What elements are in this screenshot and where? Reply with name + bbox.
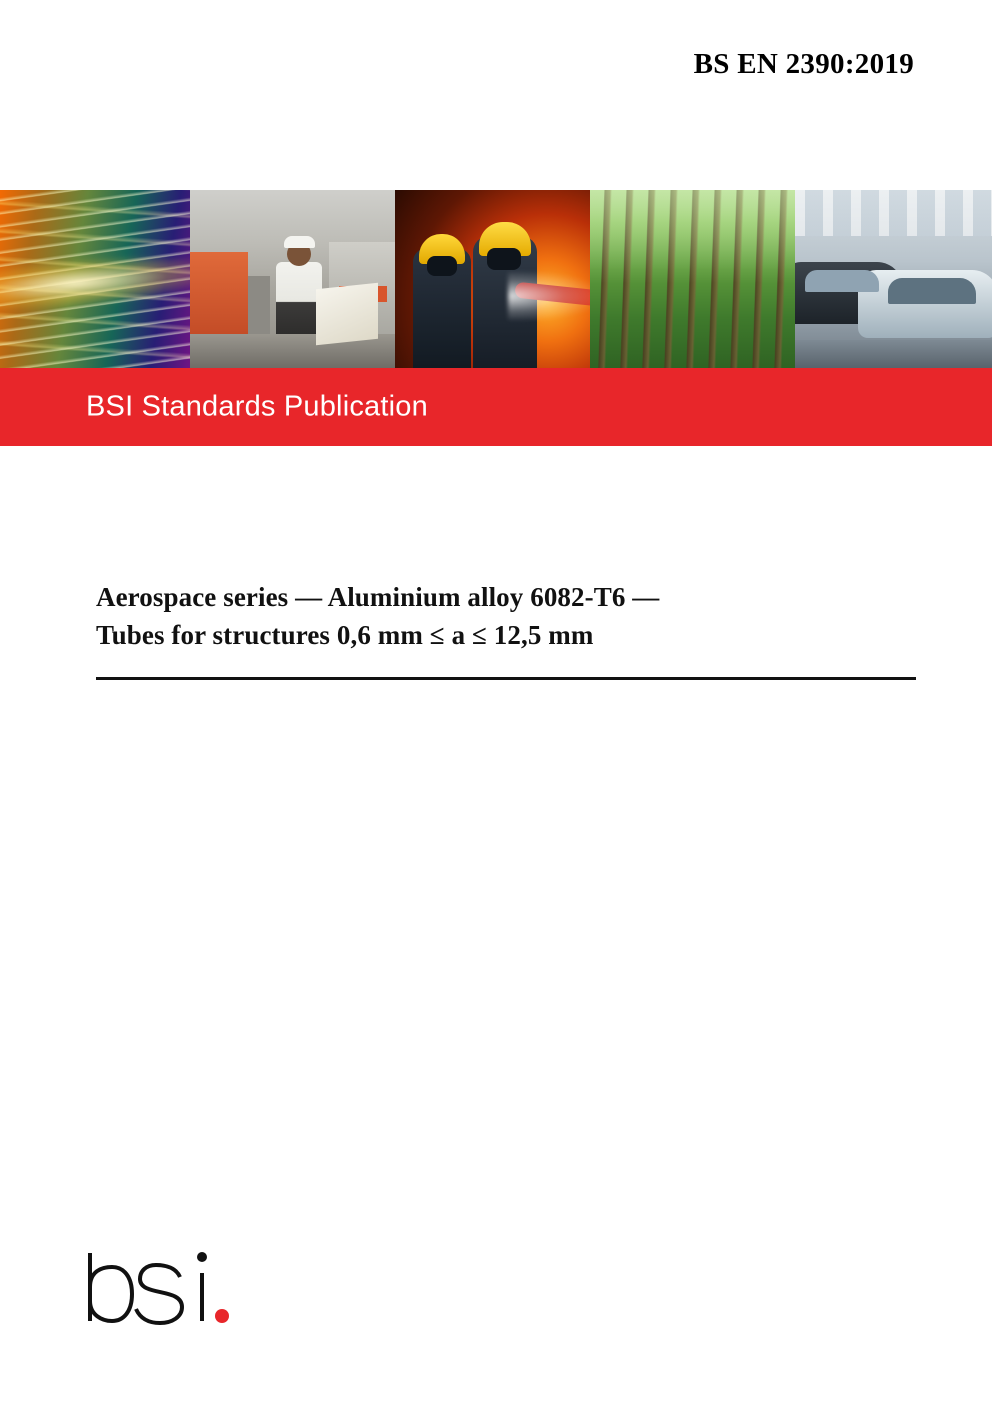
standard-number: BS EN 2390:2019 — [693, 48, 914, 80]
title-block — [96, 578, 916, 680]
warehouse-worker-photo — [190, 190, 395, 368]
bsi-logo — [84, 1249, 234, 1341]
firefighters-photo — [395, 190, 590, 368]
title-divider — [96, 677, 916, 680]
page-title-line-1: Aerospace series — Aluminium alloy 6082-T6 — — [96, 582, 660, 612]
cover-photo-band — [0, 190, 992, 368]
light-trails-photo — [0, 190, 190, 368]
standards-publication-banner — [0, 368, 992, 446]
banner-label: BSI Standards Publication — [86, 390, 428, 423]
forest-photo — [590, 190, 795, 368]
page-title-line-2: Tubes for structures 0,6 mm ≤ a ≤ 12,5 mm — [96, 620, 594, 651]
page-title — [96, 578, 916, 655]
car-plant-photo — [795, 190, 992, 368]
